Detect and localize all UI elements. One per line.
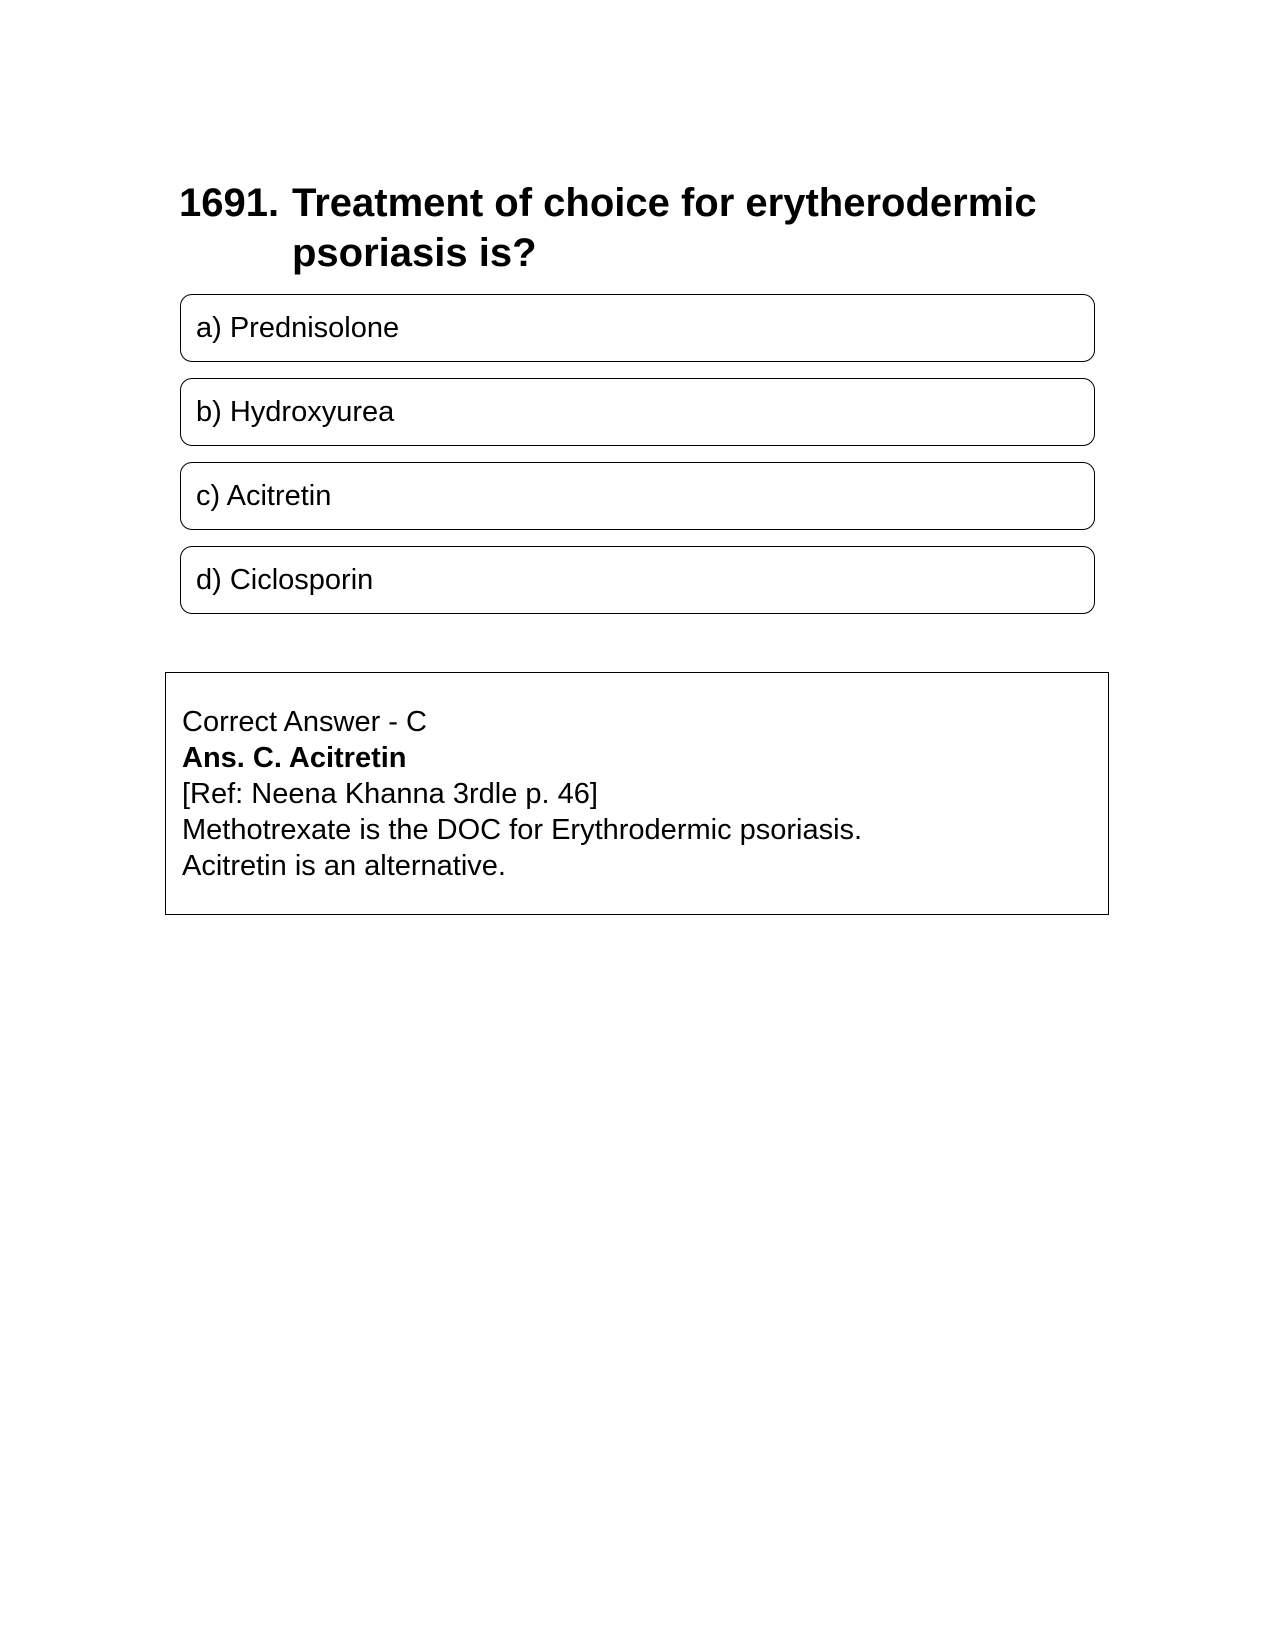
question <box>179 178 1099 278</box>
answer-title: Ans. C. Acitretin <box>182 742 407 774</box>
option-label: d) Ciclosporin <box>196 563 374 596</box>
option-label: b) Hydroxyurea <box>196 395 395 428</box>
option-a[interactable] <box>180 294 1095 362</box>
option-d[interactable] <box>180 546 1095 614</box>
options-list <box>180 294 1095 630</box>
explanation-line: Acitretin is an alternative. <box>182 850 506 882</box>
option-label: a) Prednisolone <box>196 311 400 344</box>
question-number: 1691. <box>179 181 280 225</box>
answer-box <box>165 672 1109 915</box>
question-text: Treatment of choice for erytherodermic psoriasis is? <box>292 181 1037 275</box>
explanation-line: Methotrexate is the DOC for Erythrodermic psoriasis. <box>182 814 863 846</box>
option-b[interactable] <box>180 378 1095 446</box>
option-c[interactable] <box>180 462 1095 530</box>
option-label: c) Acitretin <box>196 479 332 512</box>
answer-reference: [Ref: Neena Khanna 3rdle p. 46] <box>182 778 598 810</box>
correct-answer-line: Correct Answer - C <box>182 706 427 738</box>
